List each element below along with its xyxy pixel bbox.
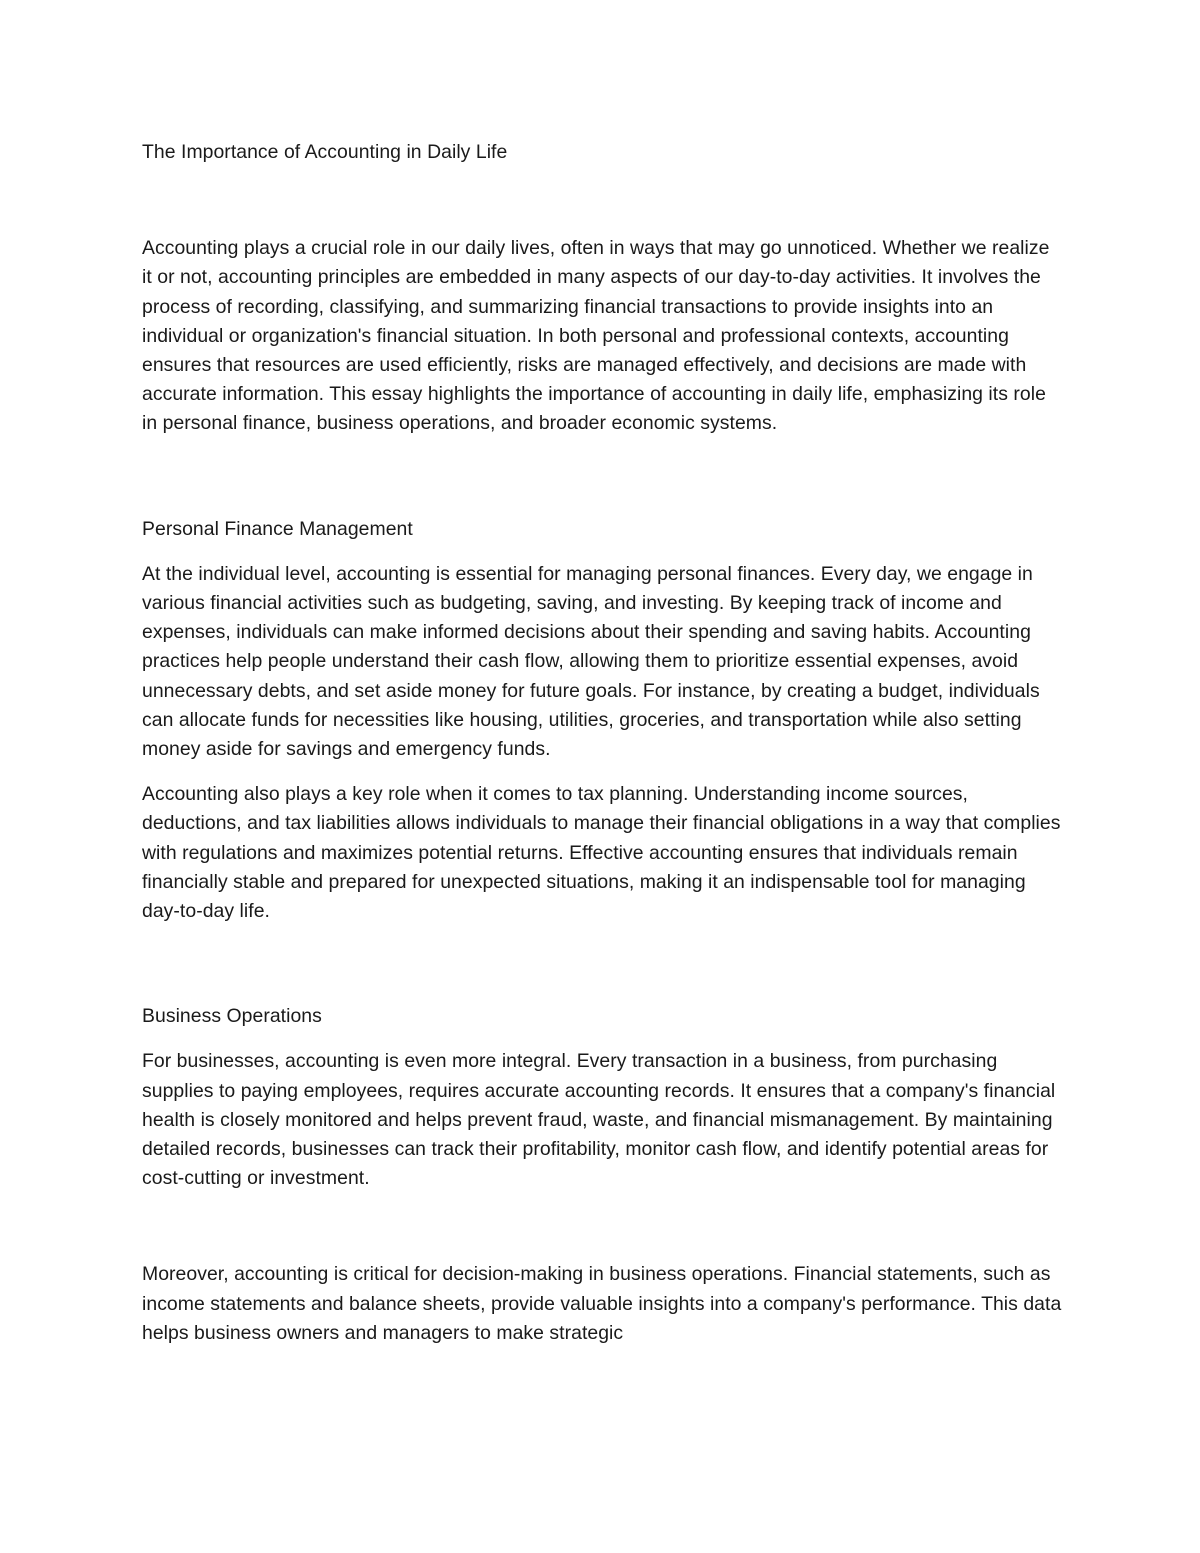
paragraph-business-operations-1: For businesses, accounting is even more integral. Every transaction in a business, from purchasing supplies to paying employees, requires accurate accounting records. It ensures that a company's financial health is closely monitored and helps prevent fraud, waste, and financial mismanagement. By maintaining detailed records, businesses can track their profitability, monitor cash flow, and identify potential areas for cost-cutting or investment. xyxy=(142,1050,1056,1190)
document-title: The Importance of Accounting in Daily Life xyxy=(142,141,508,163)
document-body xyxy=(142,138,1062,1364)
paragraph-personal-finance-2: Accounting also plays a key role when it comes to tax planning. Understanding income sources, deductions, and tax liabilities allows individuals to manage their financial obligations in a way that complies with regulations and maximizes potential returns. Effective accounting ensures that individuals remain financially stable and prepared for unexpected situations, making it an indispensable tool for managing day-to-day life. xyxy=(142,783,1061,923)
section-heading-business-operations: Business Operations xyxy=(142,1005,322,1028)
paragraph-business-operations-2: Moreover, accounting is critical for decision-making in business operations. Financial statements, such as income statements and balance sheets, provide valuable insights into a company's performance. This data helps business owners and managers to make strategic xyxy=(142,1263,1062,1344)
paragraph-personal-finance-1: At the individual level, accounting is essential for managing personal finances. Every day, we engage in various financial activities such as budgeting, saving, and investing. By keeping track of income and expenses, individuals can make informed decisions about their spending and saving habits. Accounting practices help people understand their cash flow, allowing them to prioritize essential expenses, avoid unnecessary debts, and set aside money for future goals. For instance, by creating a budget, individuals can allocate funds for necessities like housing, utilities, groceries, and transportation while also setting money aside for savings and emergency funds. xyxy=(142,562,1040,761)
intro-paragraph: Accounting plays a crucial role in our daily lives, often in ways that may go unnoticed. Whether we realize it or not, accounting principles are embedded in many aspects of our day-to-day activities. It involves the process of recording, classifying, and summarizing financial transactions to provide insights into an individual or organization's financial situation. In both personal and professional contexts, accounting ensures that resources are used efficiently, risks are managed effectively, and decisions are made with accurate information. This essay highlights the importance of accounting in daily life, emphasizing its role in personal finance, business operations, and broader economic systems. xyxy=(142,237,1050,435)
section-heading-personal-finance: Personal Finance Management xyxy=(142,517,413,540)
